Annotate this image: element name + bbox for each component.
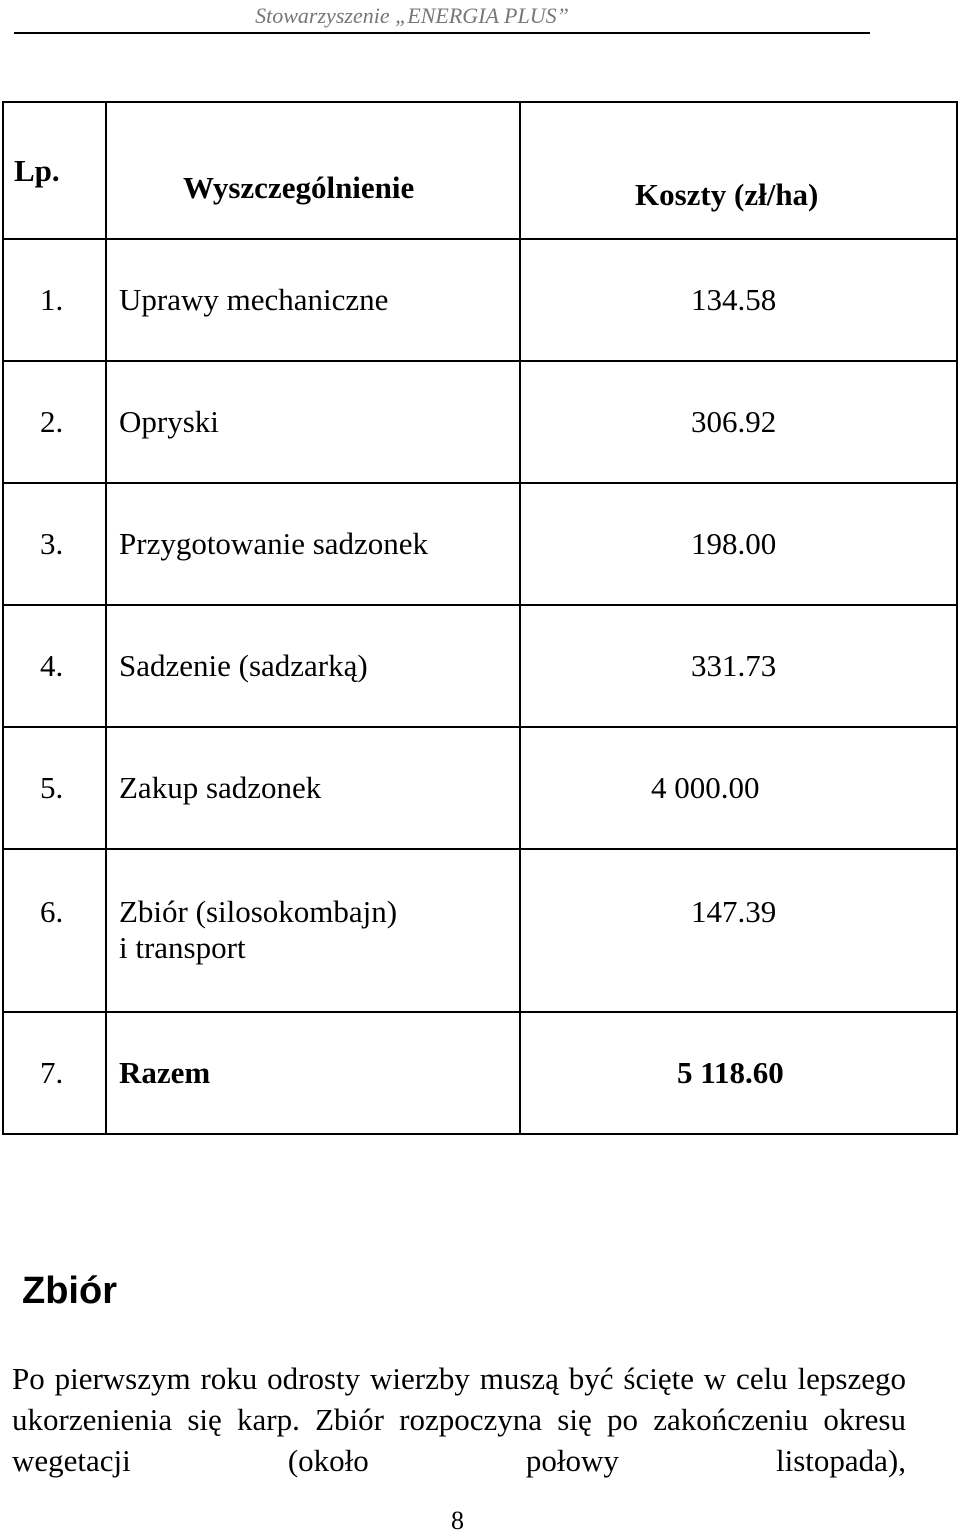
table-row <box>3 849 957 1012</box>
row-lp: 3. <box>3 483 106 605</box>
table-row <box>3 239 957 361</box>
section-paragraph: Po pierwszym roku odrosty wierzby muszą być ścięte w celu lepszego ukorzenienia się karp. Zbiór rozpoczyna się po zakończeniu okresu wegetacji (około połowy listopada), <box>12 1361 906 1478</box>
row-lp: 2. <box>3 361 106 483</box>
page-header <box>14 2 870 34</box>
table-row <box>3 361 957 483</box>
row-cost: 306.92 <box>520 361 957 483</box>
row-item <box>106 849 520 1012</box>
row-lp: 1. <box>3 239 106 361</box>
row-lp: 5. <box>3 727 106 849</box>
row-item-line2: i transport <box>119 930 246 965</box>
page-number: 8 <box>451 1506 464 1535</box>
row-cost: 5 118.60 <box>520 1012 957 1134</box>
row-item: Zakup sadzonek <box>106 727 520 849</box>
row-item: Sadzenie (sadzarką) <box>106 605 520 727</box>
column-header-item: Wyszczególnienie <box>106 102 520 239</box>
row-item: Przygotowanie sadzonek <box>106 483 520 605</box>
row-item: Razem <box>106 1012 520 1134</box>
row-lp: 4. <box>3 605 106 727</box>
row-item-line1: Zbiór (silosokombajn) <box>119 894 398 929</box>
row-cost: 147.39 <box>520 849 957 1012</box>
row-cost: 198.00 <box>520 483 957 605</box>
row-item: Uprawy mechaniczne <box>106 239 520 361</box>
table-header-row <box>3 102 957 239</box>
table-row <box>3 483 957 605</box>
header-title: Stowarzyszenie „ENERGIA PLUS” <box>255 3 569 28</box>
table-row-total <box>3 1012 957 1134</box>
row-item: Opryski <box>106 361 520 483</box>
costs-table <box>2 101 958 1135</box>
row-cost: 4 000.00 <box>520 727 957 849</box>
section-title: Zbiór <box>22 1270 117 1312</box>
column-header-lp: Lp. <box>3 102 106 239</box>
row-cost: 331.73 <box>520 605 957 727</box>
column-header-cost: Koszty (zł/ha) <box>520 102 957 239</box>
row-cost: 134.58 <box>520 239 957 361</box>
row-lp: 7. <box>3 1012 106 1134</box>
table-row <box>3 727 957 849</box>
table-row <box>3 605 957 727</box>
row-lp: 6. <box>3 849 106 1012</box>
